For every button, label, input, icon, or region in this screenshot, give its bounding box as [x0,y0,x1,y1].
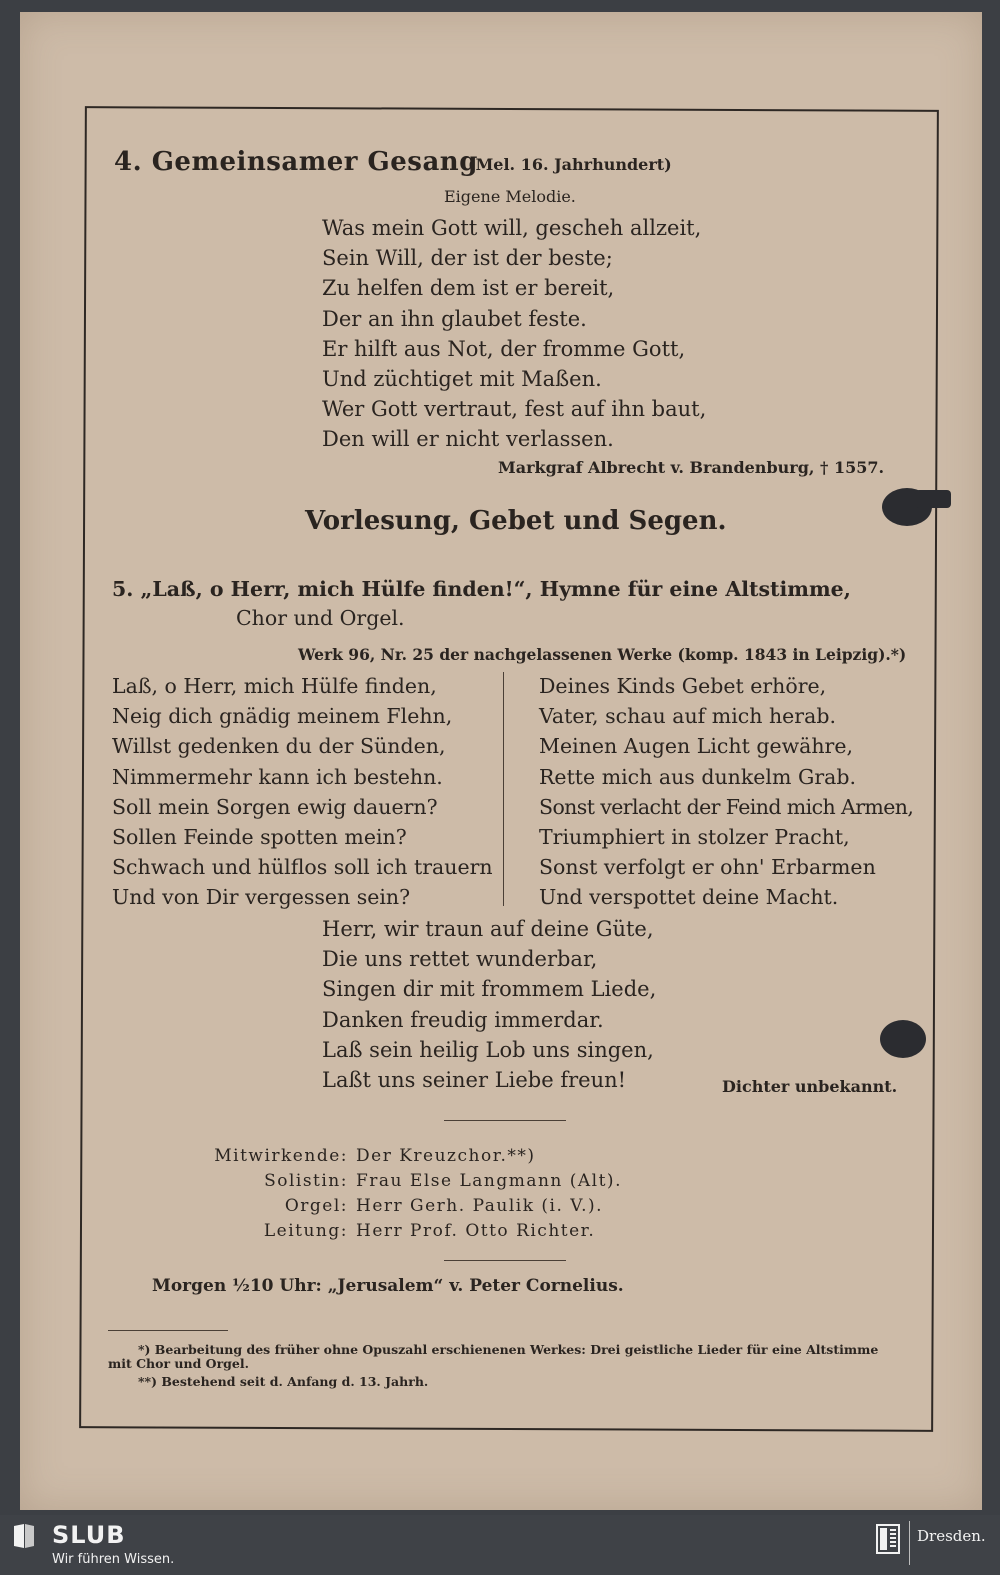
tomorrow-announcement: Morgen ½10 Uhr: „Jerusalem“ v. Peter Cornelius. [152,1276,624,1296]
verse-line: Sein Will, der ist der beste; [322,246,613,271]
cast-name: Herr Gerh. Paulik (i. V.). [356,1196,604,1216]
verse-line: Vater, schau auf mich herab. [539,704,836,729]
verse-line: Schwach und hülflos soll ich trauern [112,855,493,880]
verse-line: Und verspottet deine Macht. [539,885,839,910]
footer-partner[interactable]: Dresden. [917,1527,986,1545]
verse-line: Sollen Feinde spotten mein? [112,825,407,850]
divider-rule [444,1260,566,1261]
verse-line: Der an ihn glaubet feste. [322,306,587,331]
section4-author: Markgraf Albrecht v. Brandenburg, † 1557. [498,458,885,477]
verse-line: Er hilft aus Not, der fromme Gott, [322,336,686,361]
verse-line: Sonst verfolgt er ohn' Erbarmen [539,855,876,880]
footnote-rule [108,1330,228,1331]
divider-rule [444,1120,566,1121]
section5-final-stanza [322,914,656,1095]
verse-line: Den will er nicht verlassen. [322,427,614,452]
footer-brand[interactable]: SLUB [52,1521,126,1549]
verse-line: Und züchtiget mit Maßen. [322,367,602,392]
verse-line: Was mein Gott will, gescheh allzeit, [322,216,702,240]
cast-name: Frau Else Langmann (Alt). [356,1171,622,1191]
section4-melody-note: (Mel. 16. Jahrhundert) [468,155,672,174]
footer-bar [0,1515,1000,1575]
verse-line: Soll mein Sorgen ewig dauern? [112,794,438,819]
verse-line: Deines Kinds Gebet erhöre, [539,674,827,698]
verse-line: Sonst verlacht der Feind mich Armen, [539,794,914,819]
verse-line: Rette mich aus dunkelm Grab. [539,764,856,789]
footnote-2: **) Bestehend seit d. Anfang d. 13. Jahrh. [138,1374,429,1389]
section4-sub: Eigene Melodie. [444,187,576,206]
verse-line: Willst gedenken du der Sünden, [112,734,446,759]
cast-name: Der Kreuzchor.**) [356,1146,536,1166]
slub-logo-icon [12,1523,36,1549]
section5-work-note: Werk 96, Nr. 25 der nachgelassenen Werke (komp. 1843 in Leipzig).*) [298,645,907,664]
interlude-heading: Vorlesung, Gebet und Segen. [305,506,727,536]
footnote-1-line2: mit Chor und Orgel. [108,1356,249,1371]
section4-heading: 4. Gemeinsamer Gesang [114,147,478,177]
punch-hole-top-tab [915,490,951,508]
punch-hole-bottom [880,1020,926,1058]
column-divider [503,672,504,906]
section5-right-column [539,671,913,913]
verse-line: Meinen Augen Licht gewähre, [539,734,853,759]
verse-line: Zu helfen dem ist er bereit, [322,276,615,301]
footer-tagline: Wir führen Wissen. [52,1552,175,1567]
cast-role: Mitwirkende: [214,1146,348,1166]
section5-heading-line1: 5. „Laß, o Herr, mich Hülfe finden!“, Hymne für eine Altstimme, [112,577,851,601]
footnote-1-line1: *) Bearbeitung des früher ohne Opuszahl erschienenen Werkes: Drei geistliche Lieder für eine Altstimme [138,1342,879,1357]
cast-role: Solistin: [264,1171,348,1191]
section5-left-column [112,671,493,913]
verse-line: Singen dir mit frommem Liede, [322,977,657,1002]
cast-role: Orgel: [284,1196,348,1216]
verse-line: Wer Gott vertraut, fest auf ihn baut, [322,397,707,422]
verse-line: Danken freudig immerdar. [322,1007,604,1032]
verse-line: Die uns rettet wunderbar, [322,947,598,972]
verse-line: Und von Dir vergessen sein? [112,885,411,910]
section4-verse [322,213,706,455]
section5-heading-line2: Chor und Orgel. [236,606,405,630]
cast-name: Herr Prof. Otto Richter. [356,1221,596,1241]
verse-line: Laßt uns seiner Liebe freun! [322,1068,627,1093]
verse-line: Triumphiert in stolzer Pracht, [539,825,850,850]
verse-line: Herr, wir traun auf deine Güte, [322,917,654,941]
dresden-crest-icon [876,1524,900,1554]
cast-role: Leitung: [263,1221,348,1241]
verse-line: Neig dich gnädig meinem Flehn, [112,704,453,729]
verse-line: Laß, o Herr, mich Hülfe finden, [112,674,437,698]
footer-divider [909,1521,910,1565]
verse-line: Nimmermehr kann ich bestehn. [112,764,443,789]
verse-line: Laß sein heilig Lob uns singen, [322,1037,654,1062]
section5-author: Dichter unbekannt. [722,1077,898,1096]
